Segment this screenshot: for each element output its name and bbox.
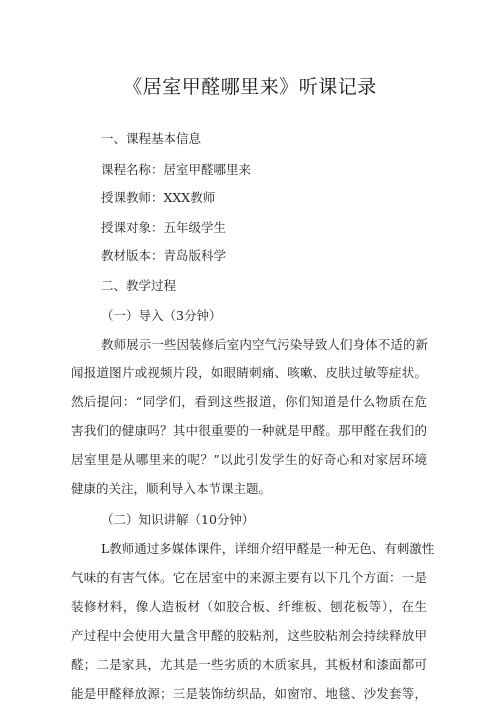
paragraph-line: 气味的有害气体。它在居室中的来源主要有以下几个方面：一是 [71, 570, 427, 585]
section-heading-process: 二、教学过程 [101, 278, 177, 293]
paragraph-line: 装修材料，像人造板材（如胶合板、纤维板、刨花板等），在生 [71, 599, 427, 614]
course-name-line: 课程名称：居室甲醛哪里来 [101, 162, 252, 177]
paragraph-line: 产过程中会使用大量含甲醛的胶粘剂，这些胶粘剂会持续释放甲 [71, 628, 427, 643]
paragraph-line: 教师展示一些因装修后室内空气污染导致人们身体不适的新 [101, 337, 428, 352]
paragraph-line: 然后提问：“同学们，看到这些报道，你们知道是什么物质在危 [71, 394, 427, 409]
audience-line: 授课对象：五年级学生 [101, 220, 227, 235]
textbook-line: 教材版本：青岛版科学 [101, 248, 227, 263]
subheading-knowledge: （二）知识讲解（10分钟） [101, 512, 255, 527]
paragraph-line: 醛；二是家具，尤其是一些劣质的木质家具，其板材和漆面都可 [71, 657, 427, 672]
paragraph-line: 害我们的健康吗？其中很重要的一种就是甲醛。那甲醛在我们的 [71, 423, 427, 438]
paragraph-line: 居室里是从哪里来的呢？”以此引发学生的好奇心和对家居环境 [71, 452, 427, 467]
paragraph-line: L教师通过多媒体课件，详细介绍甲醛是一种无色、有刺激性 [101, 541, 435, 556]
paragraph-line: 能是甲醛释放源；三是装饰纺织品，如窗帘、地毯、沙发套等， [71, 686, 427, 701]
section-heading-basic-info: 一、课程基本信息 [101, 131, 202, 146]
paragraph-line: 健康的关注，顺利导入本节课主题。 [71, 481, 272, 496]
paragraph-line: 闻报道图片或视频片段，如眼睛刺痛、咳嗽、皮肤过敏等症状。 [71, 365, 427, 380]
teacher-line: 授课教师：XXX教师 [101, 190, 216, 205]
document-title: 《居室甲醛哪里来》听课记录 [123, 76, 377, 98]
subheading-intro: （一）导入（3分钟） [101, 308, 222, 323]
